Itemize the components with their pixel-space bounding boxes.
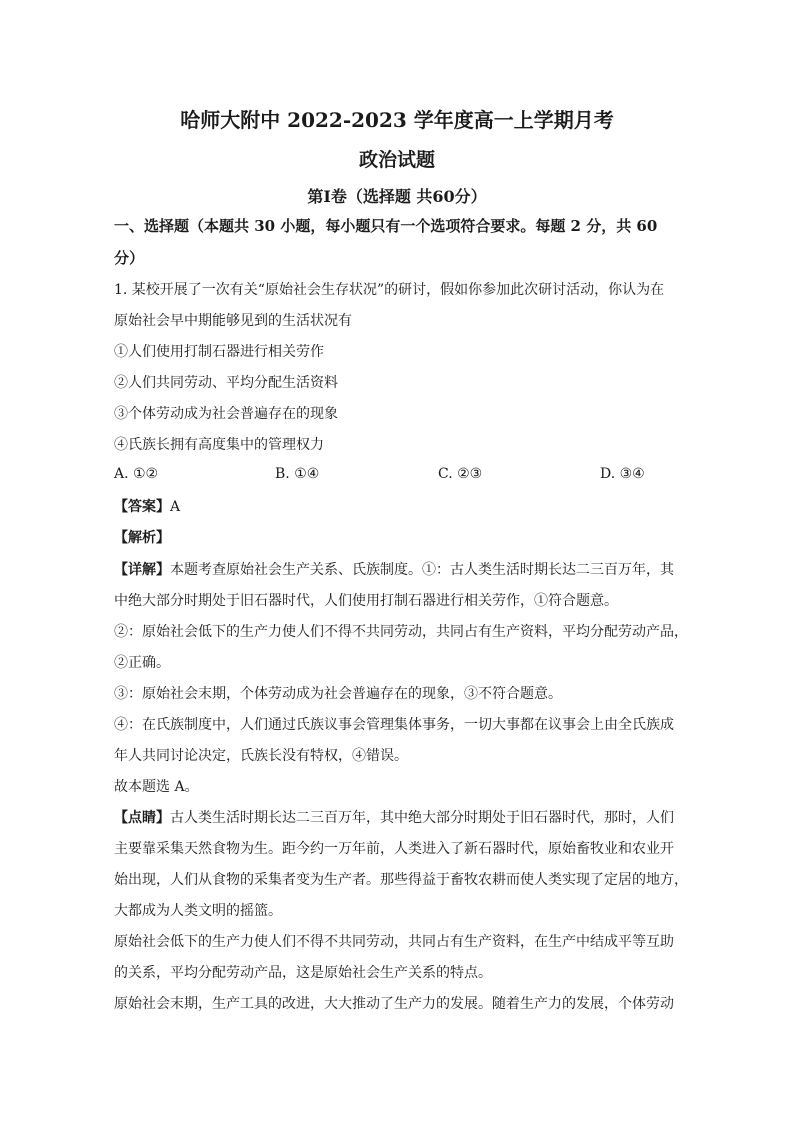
option-d: D. ③④ xyxy=(600,466,645,482)
comment-line-4: 大都成为人类文明的摇篮。 xyxy=(114,903,282,919)
question1-stem-line1: 1. 某校开展了一次有关“原始社会生存状况”的研讨，假如你参加此次研讨活动，你认为在 xyxy=(114,282,665,298)
option-a: A. ①② xyxy=(114,466,159,482)
option-b: B. ①④ xyxy=(275,466,320,482)
analysis-tag: 【解析】 xyxy=(114,530,170,546)
question1-item-2: ②人们共同劳动、平均分配生活资料 xyxy=(114,375,338,391)
comment-line-1 xyxy=(114,808,674,828)
detail-line-1 xyxy=(114,560,674,580)
detail-line-6: ④：在氏族制度中，人们通过氏族议事会管理集体事务，一切大事都在议事会上由全氏族成 xyxy=(114,717,674,733)
detail-line-4: ②正确。 xyxy=(114,655,170,671)
detail-text-1: 本题考查原始社会生产关系、氏族制度。①：古人类生活时期长达二三百万年，其 xyxy=(170,562,674,578)
answer-value: A xyxy=(170,499,181,515)
detail-line-8: 故本题选 A。 xyxy=(114,779,199,795)
detail-tag: 【详解】 xyxy=(114,562,170,578)
comment-text-1: 古人类生活时期长达二三百万年，其中绝大部分时期处于旧石器时代，那时，人们 xyxy=(170,810,674,826)
comment-line-7: 原始社会末期，生产工具的改进，大大推动了生产力的发展。随着生产力的发展，个体劳动 xyxy=(114,996,674,1012)
comment-line-5: 原始社会低下的生产力使人们不得不共同劳动，共同占有生产资料，在生产中结成平等互助 xyxy=(114,934,674,950)
exam-title: 哈师大附中 2022-2023 学年度高一上学期月考 xyxy=(180,108,614,132)
question1-item-3: ③个体劳动成为社会普遍存在的现象 xyxy=(114,406,338,422)
comment-line-6: 的关系，平均分配劳动产品，这是原始社会生产关系的特点。 xyxy=(114,965,492,981)
section-heading-line1: 一、选择题（本题共 30 小题，每小题只有一个选项符合要求。每题 2 分，共 60 xyxy=(114,217,658,235)
question1-stem-line2: 原始社会早中期能够见到的生活状况有 xyxy=(114,313,352,329)
answer-tag: 【答案】 xyxy=(114,499,170,515)
comment-line-2: 主要靠采集天然食物为生。距今约一万年前，人类进入了新石器时代，原始畜牧业和农业开 xyxy=(114,841,674,857)
section-heading-line2: 分） xyxy=(114,249,145,267)
volume-title: 第Ⅰ卷（选择题 共60分） xyxy=(307,187,487,206)
analysis-line xyxy=(114,528,170,548)
comment-line-3: 始出现，人们从食物的采集者变为生产者。那些得益于畜牧农耕而使人类实现了定居的地方， xyxy=(114,872,688,888)
detail-line-7: 年人共同讨论决定，氏族长没有特权，④错误。 xyxy=(114,748,408,764)
detail-line-3: ②：原始社会低下的生产力使人们不得不共同劳动，共同占有生产资料，平均分配劳动产品， xyxy=(114,624,688,640)
question1-item-1: ①人们使用打制石器进行相关劳作 xyxy=(114,344,324,360)
answer-line xyxy=(114,497,180,517)
detail-line-5: ③：原始社会末期，个体劳动成为社会普遍存在的现象，③不符合题意。 xyxy=(114,686,562,702)
option-c: C. ②③ xyxy=(438,466,483,482)
subject-title: 政治试题 xyxy=(358,149,435,171)
question1-item-4: ④氏族长拥有高度集中的管理权力 xyxy=(114,437,324,453)
detail-line-2: 中绝大部分时期处于旧石器时代，人们使用打制石器进行相关劳作，①符合题意。 xyxy=(114,593,618,609)
comment-tag: 【点睛】 xyxy=(114,810,170,826)
